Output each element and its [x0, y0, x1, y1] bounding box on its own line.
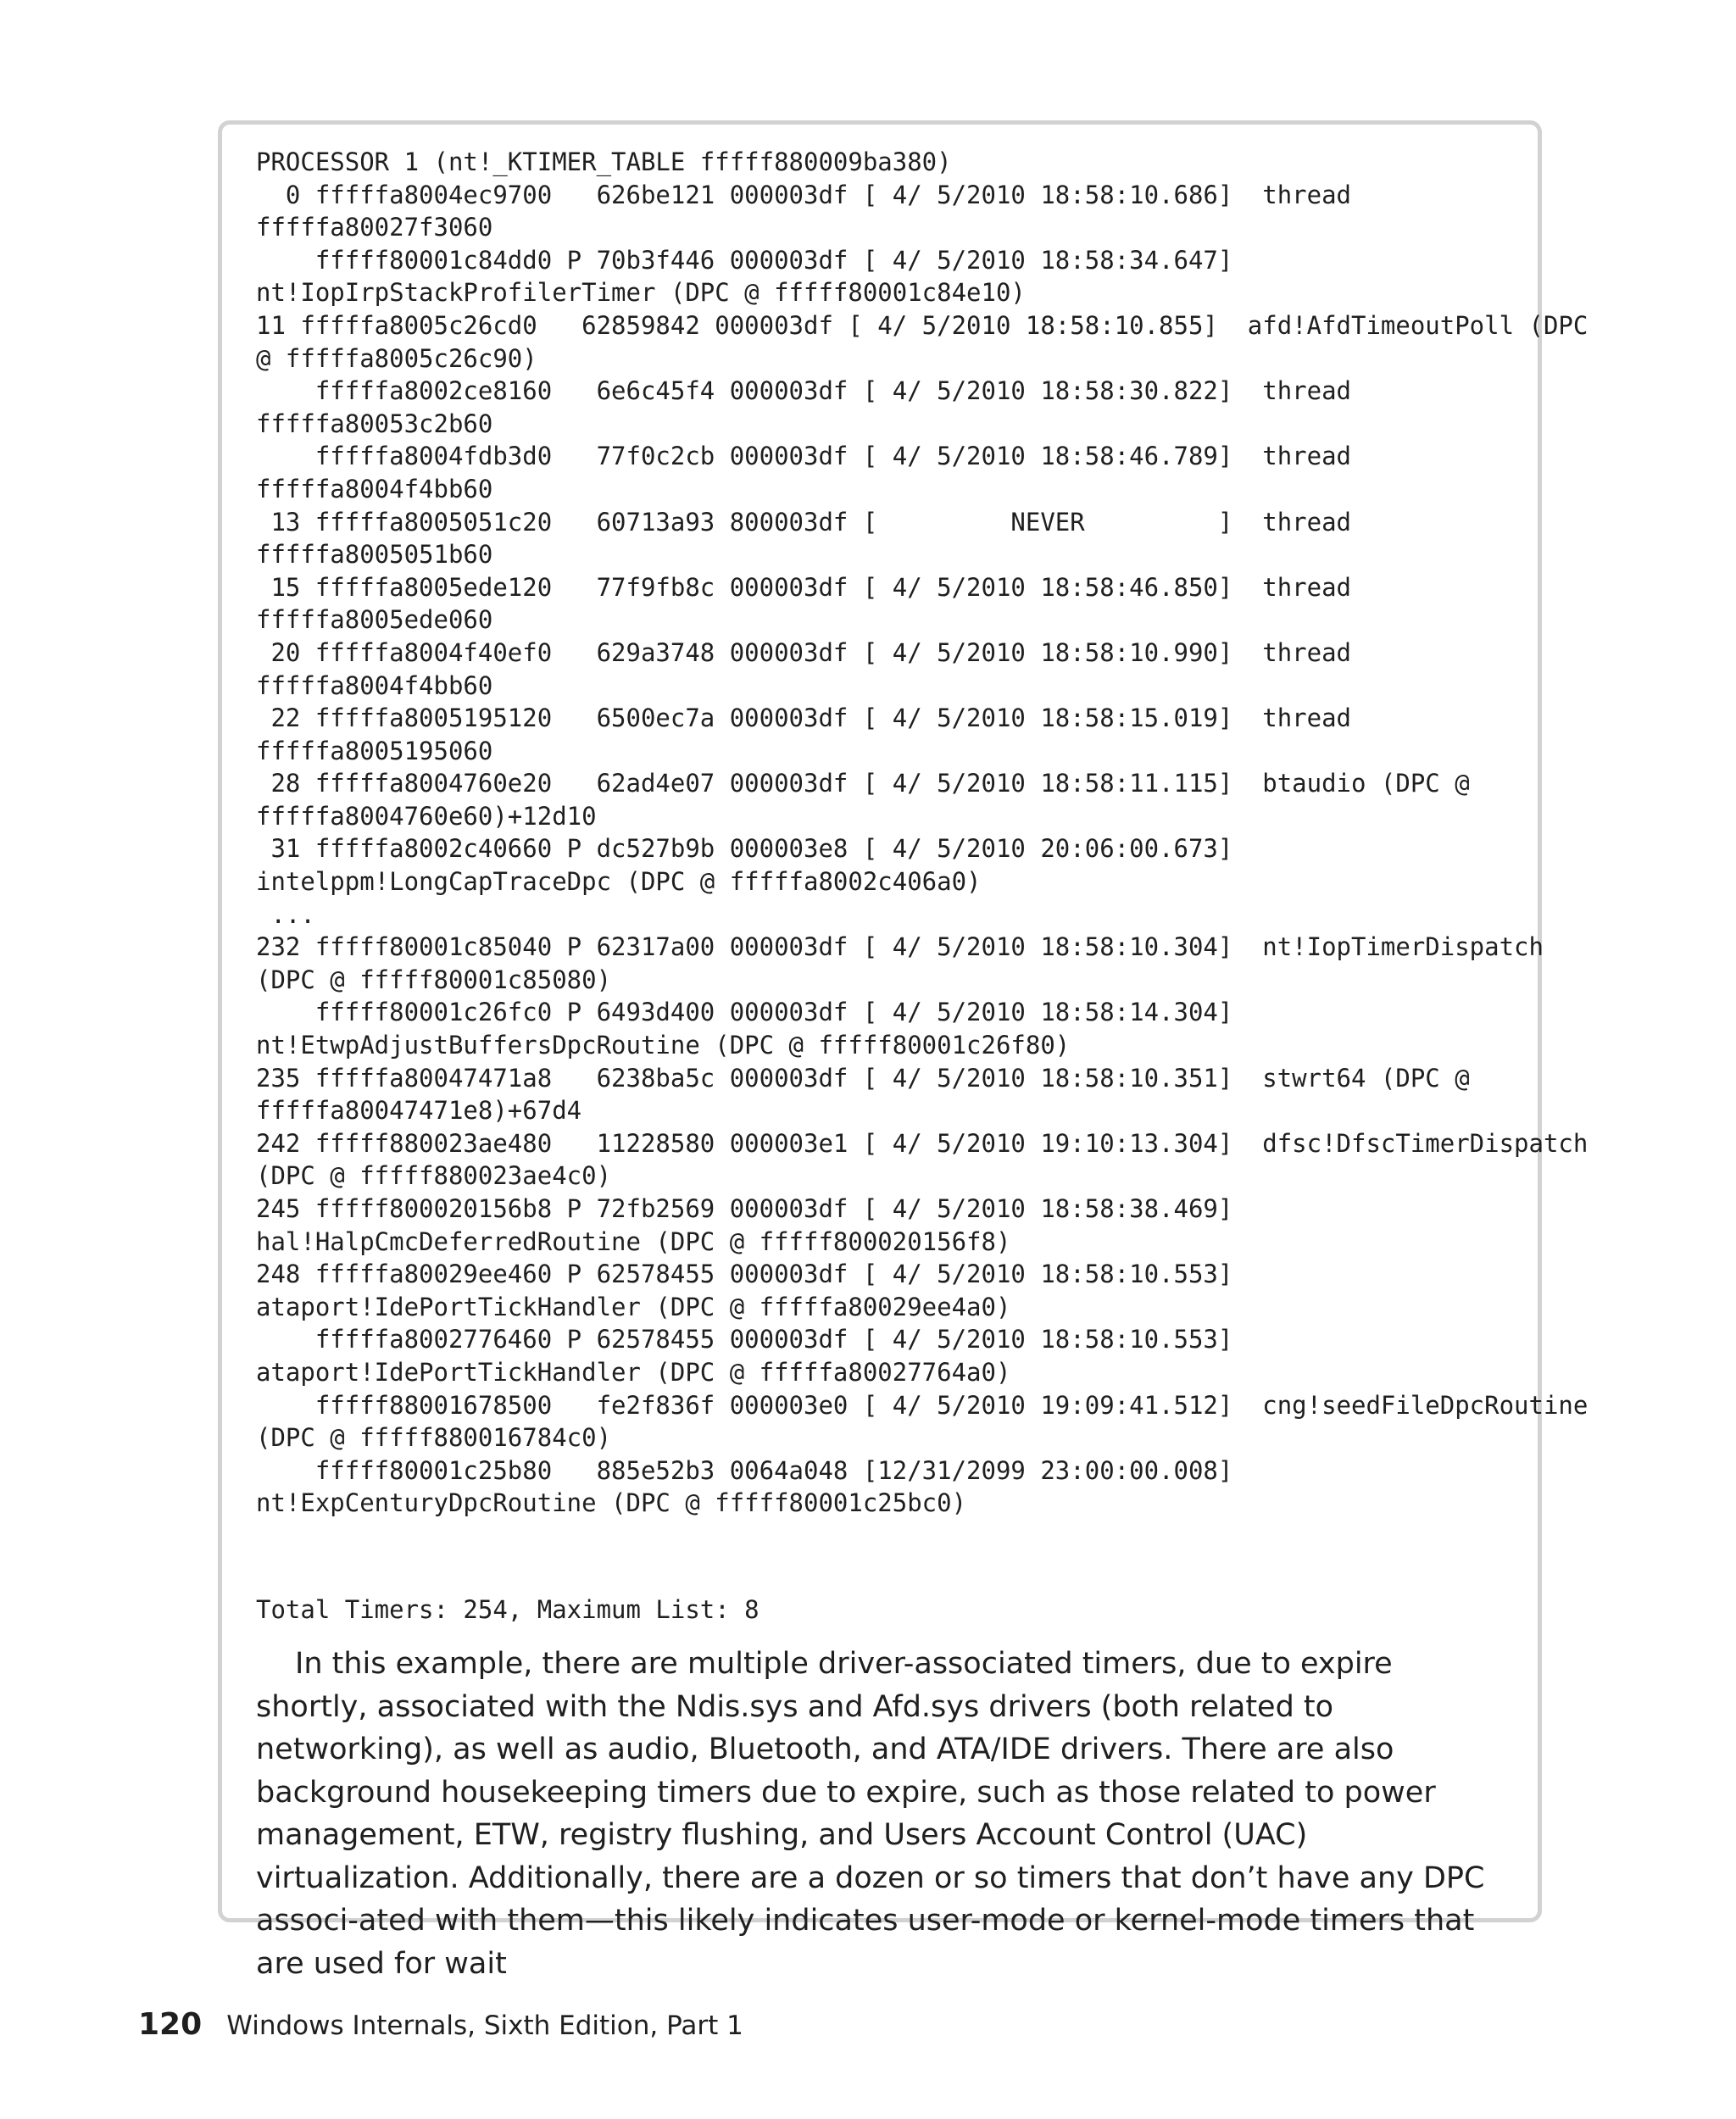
code-line: 232 fffff80001c85040 P 62317a00 000003df [ 4/ 5/2010 18:58:10.304] nt!IopTimerDispatch: [256, 932, 1544, 962]
code-line: fffffa8004f4bb60: [256, 474, 493, 503]
code-line: fffffa8005ede060: [256, 605, 493, 635]
code-line: 11 fffffa8005c26cd0 62859842 000003df [ 4/ 5/2010 18:58:10.855] afd!AfdTimeoutPoll (DPC: [256, 310, 1589, 340]
code-line: PROCESSOR 1 (nt!_KTIMER_TABLE fffff880009ba380): [256, 147, 952, 176]
code-line: 15 fffffa8005ede120 77f9fb8c 000003df [ 4/ 5/2010 18:58:46.850] thread: [256, 572, 1352, 602]
code-line: 20 fffffa8004f40ef0 629a3748 000003df [ 4/ 5/2010 18:58:10.990] thread: [256, 637, 1352, 667]
code-line: 31 fffffa8002c40660 P dc527b9b 000003e8 [ 4/ 5/2010 20:06:00.673]: [256, 834, 1233, 864]
code-line: 245 fffff800020156b8 P 72fb2569 000003df [ 4/ 5/2010 18:58:38.469]: [256, 1194, 1233, 1223]
code-line: 22 fffffa8005195120 6500ec7a 000003df [ 4/ 5/2010 18:58:15.019] thread: [256, 704, 1352, 733]
code-line: fffffa8002776460 P 62578455 000003df [ 4/ 5/2010 18:58:10.553]: [256, 1325, 1233, 1354]
code-line: fffffa8002ce8160 6e6c45f4 000003df [ 4/ 5/2010 18:58:30.822] thread: [256, 376, 1352, 406]
code-line: fffffa80053c2b60: [256, 409, 493, 438]
code-line: ...: [256, 899, 315, 929]
code-line: fffff88001678500 fe2f836f 000003e0 [ 4/ 5/2010 19:09:41.512] cng!seedFileDpcRoutine: [256, 1390, 1589, 1420]
code-line: fffffa8005195060: [256, 736, 493, 765]
code-line: @ fffffa8005c26c90): [256, 343, 537, 373]
code-line: fffffa80047471e8)+67d4: [256, 1096, 582, 1126]
code-line: (DPC @ fffff880023ae4c0): [256, 1161, 612, 1191]
code-line: fffffa8004f4bb60: [256, 670, 493, 700]
body-paragraph: In this example, there are multiple driver-associated timers, due to expire shortly, associated with the Ndis.sys and Afd.sys drivers (both related to networking), as well as audio, Bluetooth, and ATA/IDE drivers. There are also background housekeeping timers due to expire, such as those related to power management, ETW, registry flushing, and Users Account Control (UAC) virtualization. Additionally, there are a dozen or so timers that don’t have any DPC associ-ated with them—this likely indicates user-mode or kernel-mode timers that are used for wait: [256, 1647, 1485, 1981]
code-line: 0 fffffa8004ec9700 626be121 000003df [ 4/ 5/2010 18:58:10.686] thread: [256, 180, 1352, 209]
code-line: 248 fffffa80029ee460 P 62578455 000003df [ 4/ 5/2010 18:58:10.553]: [256, 1260, 1233, 1289]
code-line: fffff80001c26fc0 P 6493d400 000003df [ 4/ 5/2010 18:58:14.304]: [256, 998, 1233, 1027]
code-line: nt!IopIrpStackProfilerTimer (DPC @ fffff80001c84e10): [256, 278, 1026, 308]
code-line: fffff80001c25b80 885e52b3 0064a048 [12/31/2099 23:00:00.008]: [256, 1455, 1233, 1485]
code-line: nt!ExpCenturyDpcRoutine (DPC @ fffff80001c25bc0): [256, 1488, 967, 1518]
book-title: Windows Internals, Sixth Edition, Part 1: [226, 2011, 743, 2041]
code-line: (DPC @ fffff880016784c0): [256, 1423, 612, 1453]
code-line: (DPC @ fffff80001c85080): [256, 965, 612, 994]
code-line: intelppm!LongCapTraceDpc (DPC @ fffffa8002c406a0): [256, 867, 982, 897]
page-number: 120: [138, 2007, 203, 2042]
code-line: fffffa8004fdb3d0 77f0c2cb 000003df [ 4/ 5/2010 18:58:46.789] thread: [256, 442, 1352, 471]
code-line: fffffa8005051b60: [256, 540, 493, 570]
code-line: fffffa8004760e60)+12d10: [256, 801, 597, 831]
code-line: ataport!IdePortTickHandler (DPC @ fffffa80027764a0): [256, 1357, 1011, 1387]
code-line: 235 fffffa80047471a8 6238ba5c 000003df [ 4/ 5/2010 18:58:10.351] stwrt64 (DPC @: [256, 1063, 1470, 1093]
code-line: hal!HalpCmcDeferredRoutine (DPC @ fffff800020156f8): [256, 1226, 1011, 1256]
code-line: fffff80001c84dd0 P 70b3f446 000003df [ 4/ 5/2010 18:58:34.647]: [256, 245, 1233, 275]
code-line: ataport!IdePortTickHandler (DPC @ fffffa80029ee4a0): [256, 1292, 1011, 1321]
code-line: fffffa80027f3060: [256, 213, 493, 242]
code-line: nt!EtwpAdjustBuffersDpcRoutine (DPC @ fffff80001c26f80): [256, 1031, 1071, 1060]
total-timers-line: Total Timers: 254, Maximum List: 8: [256, 1595, 760, 1624]
page-footer: [138, 2007, 743, 2042]
code-line: 242 fffff880023ae480 11228580 000003e1 [ 4/ 5/2010 19:10:13.304] dfsc!DfscTimerDispatch: [256, 1128, 1589, 1158]
code-line: 13 fffffa8005051c20 60713a93 800003df [ NEVER ] thread: [256, 507, 1352, 537]
code-line: 28 fffffa8004760e20 62ad4e07 000003df [ 4/ 5/2010 18:58:11.115] btaudio (DPC @: [256, 769, 1470, 798]
debugger-output-code-block: [256, 146, 1589, 1520]
